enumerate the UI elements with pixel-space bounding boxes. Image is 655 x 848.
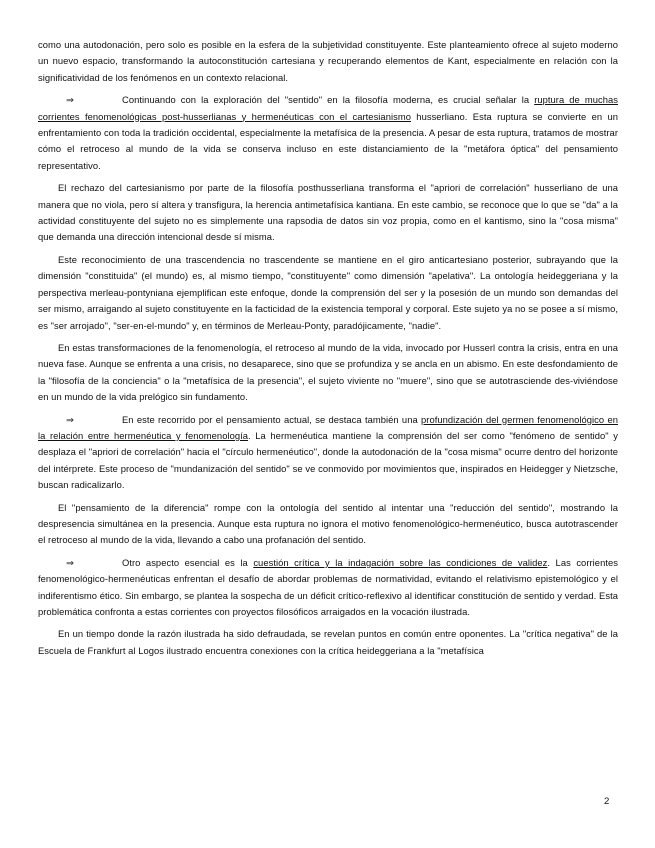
paragraph-8-rest: . Las corrientes fenomenológico-hermenéuticas enfrentan el desafío de abordar problemas de normatividad, evitando el relativismo epistemológico y el indiferentismo ético. Sin embargo, se plantea la sospecha de un déficit crítico-reflexivo al identificar constitución de sentido y verdad. Esta problemática confronta a estas corrientes con proyectos filosóficos arraigados en la vocación ilustrada. xyxy=(38,556,618,617)
arrow-icon: ⇒ xyxy=(66,556,74,568)
paragraph-4: Este reconocimiento de una trascendencia no trascendente se mantiene en el giro anticartesiano posterior, subrayando que la dimensión "constituida" (el mundo) es, al mismo tiempo, "constituyente" como dimensión "apelativa". La ontología heideggeriana y la perspectiva merleau-pontyniana ejemplifican este enfoque, donde la comprensión del ser y la posesión de un mundo son demandas del ser mismo, arraigando al sujeto constituyente en la facticidad de la existencia temporal y corporal. Este sujeto ya no se posee a sí mismo, es "ser arrojado", "ser-en-el-mundo" y, en términos de Merleau-Ponty, paradójicamente, "nadie". xyxy=(38,253,618,331)
paragraph-1: como una autodonación, pero solo es posible en la esfera de la subjetividad constituyente. Este planteamiento ofrece al sujeto moderno un nuevo espacio, transformando la autoconstitución cartesiana y recuperando elementos de Kant, especialmente en relación con la significatividad de los fenómenos en un contexto relacional. xyxy=(38,39,618,83)
arrow-icon: ⇒ xyxy=(66,413,74,425)
page-number: 2 xyxy=(604,796,610,807)
paragraph-8-underlined-phrase: cuestión crítica y la indagación sobre las condiciones de validez xyxy=(253,556,548,568)
document-body xyxy=(38,37,618,665)
paragraph-9: En un tiempo donde la razón ilustrada ha sido defraudada, se revelan puntos en común entre oponentes. La "crítica negativa" de la Escuela de Frankfurt al Logos ilustrado encuentra conexiones con la crítica heideggeriana a la "metafísica xyxy=(38,628,618,656)
paragraph-2 xyxy=(38,92,618,174)
paragraph-2-rest: husserliano. Esta ruptura se convierte en un enfrentamiento con toda la tradición occidental, especialmente la metafísica de la presencia. A pesar de esta ruptura, tratamos de mostrar cómo el retroceso al mundo de la vida se conserva incluso en este distanciamiento de la "metáfora óptica" del pensamiento representativo. xyxy=(38,110,618,171)
arrow-icon: ⇒ xyxy=(66,94,74,106)
paragraph-8 xyxy=(38,555,618,621)
paragraph-6 xyxy=(38,412,618,494)
paragraph-5: En estas transformaciones de la fenomenología, el retroceso al mundo de la vida, invocado por Husserl contra la crisis, entra en una nueva fase. Aunque se enfrenta a una crisis, no desaparece, sino que se profundiza y se ancla en un abismo. En este desfondamiento de la "filosofía de la conciencia" o la "metafísica de la presencia", el sujeto viviente no "muere", sino que se autotrasciende des-viviéndose en un mundo de la vida prelógico sin fundamento. xyxy=(38,341,618,403)
paragraph-2-lead: Continuando con la exploración del "sentido" en la filosofía moderna, es crucial señalar la xyxy=(122,94,535,106)
paragraph-7: El "pensamiento de la diferencia" rompe con la ontología del sentido al intentar una "reducción del sentido", mostrando la despresencia simultánea en la presencia. Aunque esta ruptura no ignora el motivo fenomenológico-hermenéutico, busca autotrascender el retroceso al mundo de la vida, llevando a cabo una profanación del sentido. xyxy=(38,501,618,546)
paragraph-8-lead: Otro aspecto esencial es la xyxy=(122,556,254,568)
paragraph-3: El rechazo del cartesianismo por parte de la filosofía posthusserliana transforma el "apriori de correlación" husserliano de una manera que no viola, pero sí altera y transfigura, la herencia antimetafísica kantiana. En este cambio, se reconoce que lo que se "da" a la actividad constituyente del sujeto no es simplemente una rapsodia de datos sin voz propia, como en el kantismo, sino la "cosa misma" que demanda una dirección intencional desde sí misma. xyxy=(38,182,618,243)
paragraph-6-rest: . La hermenéutica mantiene la comprensión del ser como "fenómeno de sentido" y desplaza el "apriori de correlación" hacia el "círculo hermenéutico", donde la autodonación de la "cosa misma" ocurre dentro del horizonte del intérprete. Este proceso de "mundanización del sentido" se ve conmovido por movimientos que, inspirados en Heidegger y Nietzsche, buscan radicalizarlo. xyxy=(38,429,619,491)
paragraph-6-underlined-phrase: profundización del germen fenomenológico en la relación entre hermenéutica y fenomenología xyxy=(38,413,618,441)
paragraph-2-underlined-phrase: ruptura de muchas corrientes fenomenológicas post-husserlianas y hermenéuticas con el cartesianismo xyxy=(38,94,618,122)
paragraph-6-lead: En este recorrido por el pensamiento actual, se destaca también una xyxy=(122,413,422,425)
